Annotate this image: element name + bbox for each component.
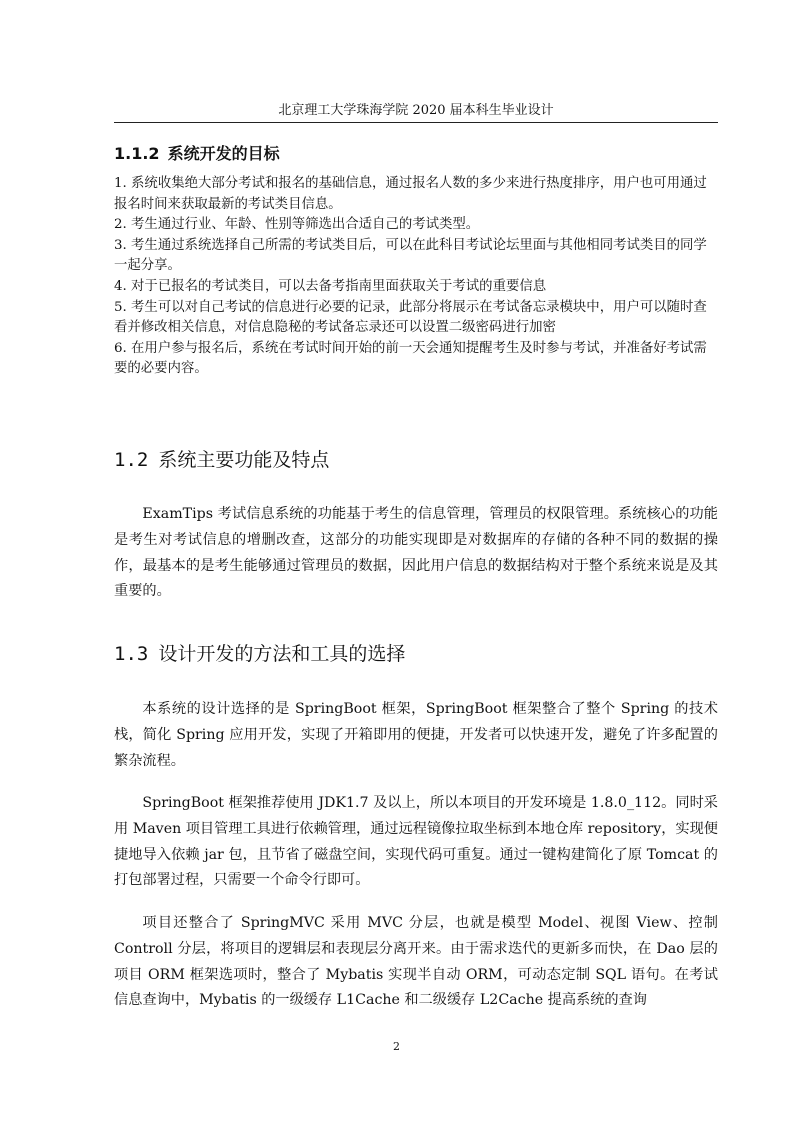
section-number: 1.1.2 <box>114 144 160 163</box>
list-item: 6. 在用户参与报名后，系统在考试时间开始的前一天会通知提醒考生及时参与考试，并准备好考试需要的必要内容。 <box>114 340 707 377</box>
paragraph: SpringBoot 框架推荐使用 JDK1.7 及以上，所以本项目的开发环境是 1.8.0_112。同时采用 Maven 项目管理工具进行依赖管理，通过远程镜像拉取坐标到本地仓库 repository，实现便捷地导入依赖 jar 包，且节省了磁盘空间，实现代码可重复。通过一键构建简化了原 Tomcat 的打包部署过程，只需要一个命令行即可。 <box>114 795 718 889</box>
page-header: 北京理工大学珠海学院 2020 届本科生毕业设计 <box>278 103 554 118</box>
paragraph: 项目还整合了 SpringMVC 采用 MVC 分层，也就是模型 Model、视图 View、控制 Controll 分层，将项目的逻辑层和表现层分离开来。由于需求迭代的更新多而快，在 Dao 层的项目 ORM 框架选项时，整合了 Mybatis 实现半自动 ORM，可动态定制 SQL 语句。在考试信息查询中，Mybatis 的一级缓存 L1Cache 和二级缓存 L2Cache 提高系统的查询 <box>114 915 718 1009</box>
page-number: 2 <box>393 1040 400 1053</box>
goals-list <box>114 174 718 380</box>
paragraph: 本系统的设计选择的是 SpringBoot 框架，SpringBoot 框架整合了整个 Spring 的技术栈，简化 Spring 应用开发，实现了开箱即用的便捷，开发者可以快速开发，避免了许多配置的繁杂流程。 <box>114 701 718 769</box>
section-1-2-heading <box>114 446 329 474</box>
section-title: 系统开发的目标 <box>167 144 280 163</box>
list-item: 2. 考生通过行业、年龄、性别等筛选出合适自己的考试类型。 <box>114 217 480 233</box>
list-item: 3. 考生通过系统选择自己所需的考试类目后，可以在此科目考试论坛里面与其他相同考试类目的同学一起分享。 <box>114 237 707 274</box>
list-item: 4. 对于已报名的考试类目，可以去备考指南里面获取关于考试的重要信息 <box>114 278 547 294</box>
paragraph: ExamTips 考试信息系统的功能基于考生的信息管理，管理员的权限管理。系统核心的功能是考生对考试信息的增删改查，这部分的功能实现即是对数据库的存储的各种不同的数据的操作，最基本的是考生能够通过管理员的数据，因此用户信息的数据结构对于整个系统来说是及其重要的。 <box>114 506 718 600</box>
section-number: 1.3 <box>114 643 149 665</box>
section-1-3-heading <box>114 640 405 668</box>
section-number: 1.2 <box>114 449 149 471</box>
list-item: 5. 考生可以对自己考试的信息进行必要的记录，此部分将展示在考试备忘录模块中，用户可以随时查看并修改相关信息，对信息隐秘的考试备忘录还可以设置二级密码进行加密 <box>114 299 707 336</box>
header-rule <box>114 122 718 123</box>
section-title: 系统主要功能及特点 <box>158 449 330 471</box>
list-item: 1. 系统收集绝大部分考试和报名的基础信息，通过报名人数的多少来进行热度排序，用户也可用通过报名时间来获取最新的考试类目信息。 <box>114 176 707 212</box>
section-title: 设计开发的方法和工具的选择 <box>158 643 406 665</box>
section-1-1-2-heading <box>114 142 280 166</box>
